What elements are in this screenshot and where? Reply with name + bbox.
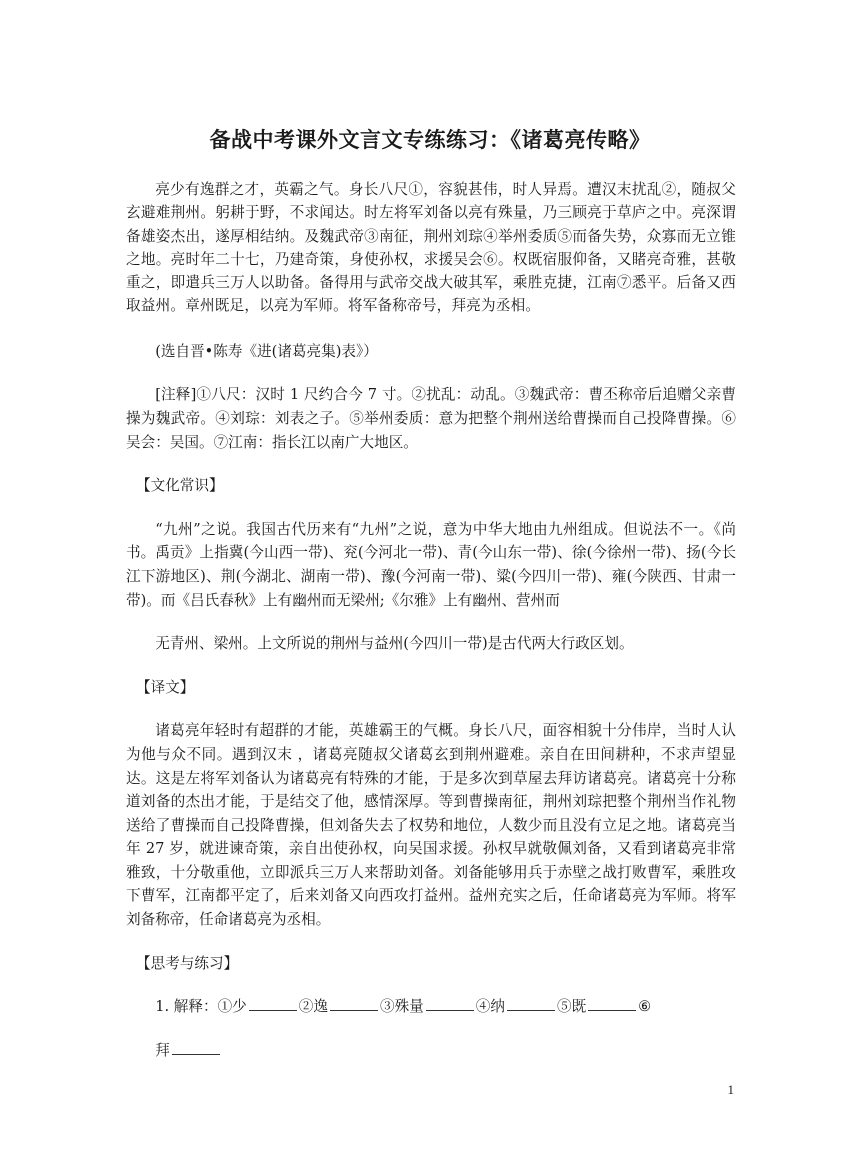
- document-content: [126, 178, 736, 1062]
- culture-paragraph-2: 无青州、梁州。上文所说的荆州与益州(今四川一带)是古代两大行政区划。: [155, 635, 634, 653]
- answer-blank-3[interactable]: [426, 996, 474, 1011]
- culture-paragraph-1: “九州”之说。我国古代历来有“九州”之说，意为中华大地由九州组成。但说法不一。《尚书。禹贡》上指冀(今山西一带)、兖(今河北一带)、青(今山东一带)、徐(今徐州一带)、扬(今长江下游地区)、荆(今湖北、湖南一带)、豫(今河南一带)、粱(今四川一带)、雍(今陕西、甘肃一带)。而《吕氏春秋》上有幽州而无梁州;《尔雅》上有幽州、营州而: [126, 520, 736, 609]
- answer-blank-4[interactable]: [507, 996, 555, 1011]
- source-citation: (选自晋•陈寿《进(诸葛亮集)表》）: [155, 342, 378, 360]
- answer-blank-5[interactable]: [588, 996, 636, 1011]
- document-title: 备战中考课外文言文专练练习：《诸葛亮传略》: [209, 128, 651, 152]
- exercise-item-6: ⑥: [638, 998, 652, 1016]
- culture-heading: 【文化常识】: [136, 477, 224, 495]
- exercise-number: 1.: [155, 998, 170, 1016]
- exercise-item-1: ①少: [217, 998, 247, 1016]
- exercise-question-1-continued: [126, 1039, 736, 1063]
- answer-blank-2[interactable]: [330, 996, 378, 1011]
- translation-paragraph: 诸葛亮年轻时有超群的才能，英雄霸王的气概。身长八尺，面容相貌十分伟岸，当时人认为他与众不同。遇到汉末 ，诸葛亮随叔父诸葛玄到荆州避难。亲自在田间耕种，不求声望显达。这是左将军刘备认为诸葛亮有特殊的才能，于是多次到草屋去拜访诸葛亮。诸葛亮十分称道刘备的杰出才能，于是结交了他，感情深厚。等到曹操南征，荆州刘琮把整个荆州当作礼物送给了曹操而自己投降曹操，但刘备失去了权势和地位，人数少而且没有立足之地。诸葛亮当年 27 岁，就进谏奇策，亲自出使孙权，向吴国求援。孙权早就敬佩刘备，又看到诸葛亮非常雅致，十分敬重他，立即派兵三万人来帮助刘备。刘备能够用兵于赤壁之战打败曹军，乘胜攻下曹军，江南都平定了，后来刘备又向西攻打益州。益州充实之后，任命诸葛亮为军师。将军刘备称帝，任命诸葛亮为丞相。: [126, 722, 736, 929]
- exercise-item-7: 拜: [155, 1041, 170, 1059]
- answer-blank-6[interactable]: [172, 1040, 220, 1055]
- exercise-item-4: ④纳: [475, 998, 505, 1016]
- exercise-question-1: [126, 995, 736, 1019]
- classical-source-text: 亮少有逸群之才，英霸之气。身长八尺①，容貌甚伟，时人异焉。遭汉末扰乱②，随叔父玄避难荆州。躬耕于野，不求闻达。时左将军刘备以亮有殊量，乃三顾亮于草庐之中。亮深谓备雄姿杰出，遂厚相结纳。及魏武帝③南征，荆州刘琮④举州委质⑤而备失势，众寡而无立锥之地。亮时年二十七，乃建奇策，身使孙权，求援吴会⑥。权既宿服仰备，又睹亮奇雅，甚敬重之，即遣兵三万人以助备。备得用与武帝交战大破其军，乘胜克捷，江南⑦悉平。后备又西取益州。章州既足，以亮为军师。将军备称帝号，拜亮为丞相。: [126, 181, 736, 315]
- exercise-heading: 【思考与练习】: [136, 954, 239, 972]
- page-number: 1: [727, 1082, 734, 1097]
- exercise-item-5: ⑤既: [556, 998, 587, 1016]
- exercise-item-3: ③殊量: [379, 998, 424, 1016]
- translation-heading: 【译文】: [136, 678, 195, 696]
- annotation-notes: [注释]①八尺：汉时 1 尺约合今 7 寸。②扰乱：动乱。③魏武帝：曹丕称帝后追赠父亲曹操为魏武帝。④刘琮：刘表之子。⑤举州委质：意为把整个荆州送给曹操而自己投降曹操。⑥吴会：吴国。⑦江南：指长江以南广大地区。: [126, 386, 736, 451]
- answer-blank-1[interactable]: [249, 996, 297, 1011]
- exercise-label: 解释：: [173, 998, 218, 1016]
- exercise-item-2: ②逸: [298, 998, 328, 1016]
